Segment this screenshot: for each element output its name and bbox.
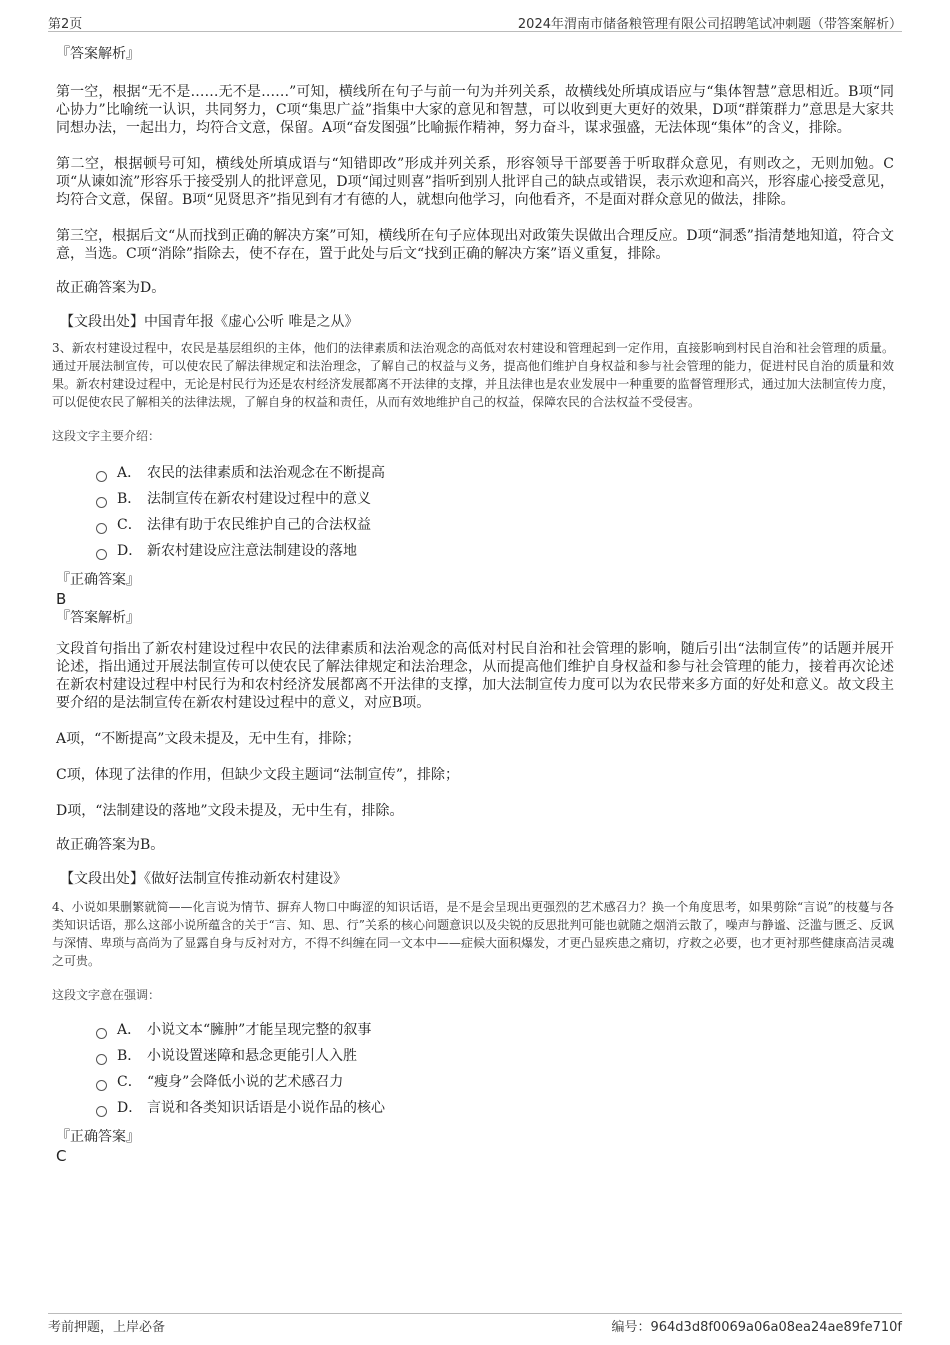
radio-icon[interactable] [96, 497, 107, 508]
q4-answer-label: 『正确答案』 [56, 1129, 140, 1145]
q4-option-c[interactable]: C． “瘦身”会降低小说的艺术感召力 [96, 1069, 894, 1095]
q2-analysis-p1: 第一空，根据“无不是……无不是……”可知，横线所在句子与前一句为并列关系，故横线处所填成语应与“集体智慧”意思相近。B项“同心协力”比喻统一认识，共同努力，C项“集思广益”指集中大家的意见和智慧，可以收到更大更好的效果，D项“群策群力”意思是大家共同想办法，一起出力，均符合文意，保留。A项“奋发图强”比喻振作精神，努力奋斗，谋求强盛，无法体现“集体”的含义，排除。 [56, 84, 894, 136]
page-footer [48, 1313, 902, 1334]
q3-option-a[interactable]: A． 农民的法律素质和法治观念在不断提高 [96, 460, 894, 486]
page-header [48, 11, 902, 32]
q2-conclusion: 故正确答案为D。 [56, 280, 166, 296]
q4-option-a[interactable]: A． 小说文本“臃肿”才能呈现完整的叙事 [96, 1017, 894, 1043]
radio-icon[interactable] [96, 1028, 107, 1039]
q2-analysis-p2: 第二空，根据顿号可知，横线处所填成语与“知错即改”形成并列关系，形容领导干部要善于听取群众意见，有则改之，无则加勉。C项“从谏如流”形容乐于接受别人的批评意见，D项“闻过则喜”指听到别人批评自己的缺点或错误，表示欢迎和高兴，形容虚心接受意见，均符合文意，保留。B项“见贤思齐”指见到有才有德的人，就想向他学习，向他看齐，不是面对群众意见的做法，排除。 [56, 156, 894, 208]
q3-answer: B [56, 590, 67, 608]
q4-option-d[interactable]: D． 言说和各类知识话语是小说作品的核心 [96, 1095, 894, 1121]
q3-option-c[interactable]: C． 法律有助于农民维护自己的合法权益 [96, 512, 894, 538]
q4-question-text: 4、小说如果删繁就简——化言说为情节、摒弃人物口中晦涩的知识话语，是不是会呈现出更强烈的艺术感召力？换一个角度思考，如果剪除“言说”的枝蔓与各类知识话语，那么这部小说所蕴含的关于“言、知、思、行”关系的核心问题意识以及尖锐的反思批判可能也就随之烟消云散了，噪声与静谧、泛滥与匮乏、反讽与深情、卑琐与高尚为了显露自身与反衬对方，不得不纠缠在同一文本中——症候大面积爆发，才更凸显疾患之痛切，疗救之必要，也才更衬那些健康高洁灵魂之可贵。 [52, 900, 894, 968]
document-id: 编号：964d3d8f0069a06a08ea24ae89fe710f [611, 1320, 902, 1335]
q3-analysis-label: 『答案解析』 [56, 610, 140, 626]
q2-analysis-p3: 第三空，根据后文“从而找到正确的解决方案”可知，横线所在句子应体现出对政策失误做出合理反应。D项“洞悉”指清楚地知道，符合文意，当选。C项“消除”指除去，使不存在，置于此处与后文“找到正确的解决方案”语义重复，排除。 [56, 228, 894, 262]
q4-prompt: 这段文字意在强调： [52, 988, 161, 1002]
q3-option-b[interactable]: B． 法制宣传在新农村建设过程中的意义 [96, 486, 894, 512]
page-content [52, 44, 894, 1165]
q3-source: 【文段出处】《做好法制宣传推动新农村建设》 [60, 871, 347, 887]
q3-analysis-p1: 文段首句指出了新农村建设过程中农民的法律素质和法治观念的高低对村民自治和社会管理的影响，随后引出“法制宣传”的话题并展开论述，指出通过开展法制宣传可以使农民了解法律规定和法治理念，从而提高他们维护自身权益和参与社会管理的能力，接着再次论述在新农村建设过程中村民行为和农村经济发展都离不开法律的支撑，加大法制宣传力度可以为农民带来多方面的好处和意义。故文段主要介绍的是法制宣传在新农村建设过程中的意义，对应B项。 [56, 641, 894, 711]
q4-options [56, 1017, 894, 1121]
radio-icon[interactable] [96, 1080, 107, 1091]
radio-icon[interactable] [96, 1106, 107, 1117]
q3-analysis-p2: A项，“不断提高”文段未提及，无中生有，排除； [56, 731, 361, 747]
q3-analysis-p4: D项，“法制建设的落地”文段未提及，无中生有，排除。 [56, 803, 404, 819]
footer-slogan: 考前押题，上岸必备 [48, 1320, 166, 1335]
document-title: 2024年渭南市储备粮管理有限公司招聘笔试冲刺题（带答案解析） [517, 17, 902, 32]
q4-answer: C [56, 1147, 67, 1165]
radio-icon[interactable] [96, 523, 107, 534]
q2-source: 【文段出处】中国青年报《虚心公听 唯是之从》 [60, 314, 359, 330]
q3-question-text: 3、新农村建设过程中，农民是基层组织的主体，他们的法律素质和法治观念的高低对农村建设和管理起到一定作用，直接影响到村民自治和社会管理的质量。通过开展法制宣传，可以使农民了解法律规定和法治理念，了解自己的权益与义务，提高他们维护自身权益和参与社会管理的能力，促进村民自治的质量和效果。新农村建设过程中，无论是村民行为还是农村经济发展都离不开法律的支撑，并且法律也是农业发展中一种重要的监督管理形式，通过加大法制宣传力度，可以促使农民了解相关的法律法规，了解自身的权益和责任，从而有效地维护自己的权益，保障农民的合法权益不受侵害。 [52, 341, 894, 409]
radio-icon[interactable] [96, 1054, 107, 1065]
q2-analysis-label: 『答案解析』 [56, 46, 140, 62]
page-number: 第2页 [48, 17, 83, 32]
q3-answer-label: 『正确答案』 [56, 572, 140, 588]
q3-options [56, 460, 894, 564]
q3-option-d[interactable]: D． 新农村建设应注意法制建设的落地 [96, 538, 894, 564]
q4-option-b[interactable]: B． 小说设置迷障和悬念更能引人入胜 [96, 1043, 894, 1069]
radio-icon[interactable] [96, 471, 107, 482]
radio-icon[interactable] [96, 549, 107, 560]
q3-analysis-p3: C项，体现了法律的作用，但缺少文段主题词“法制宣传”，排除； [56, 767, 460, 783]
q3-prompt: 这段文字主要介绍： [52, 429, 161, 443]
q3-conclusion: 故正确答案为B。 [56, 837, 165, 853]
